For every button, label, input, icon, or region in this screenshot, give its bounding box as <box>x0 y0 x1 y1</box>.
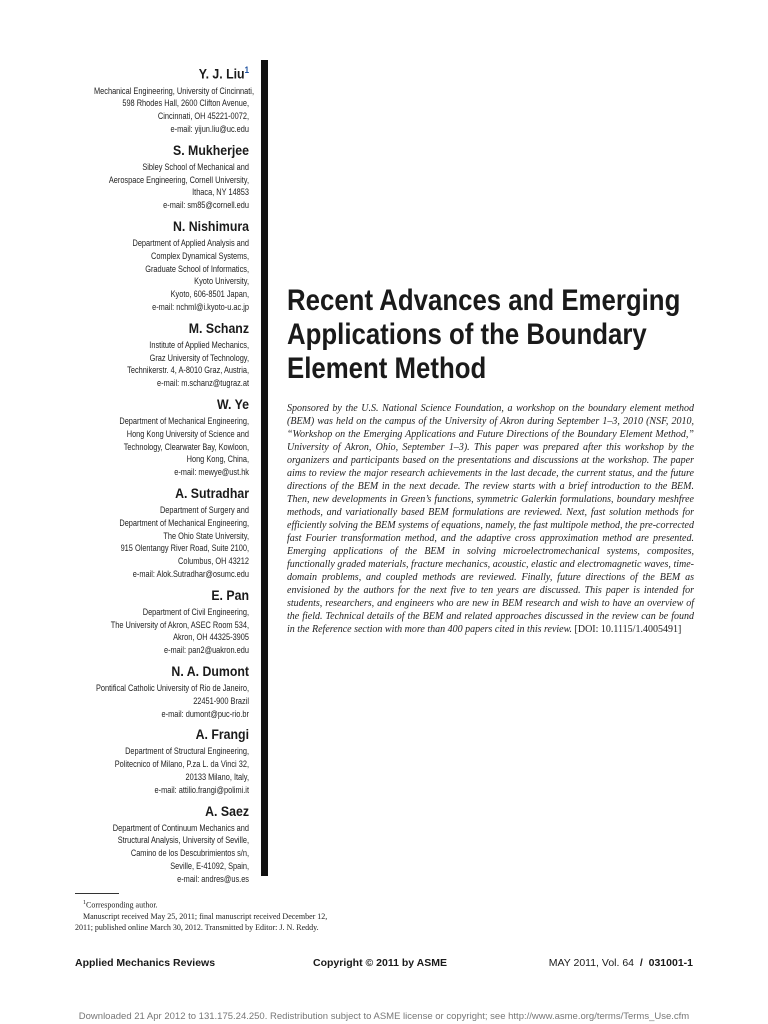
affiliation-line: Kyoto, 606-8501 Japan, <box>170 289 249 300</box>
doi[interactable]: [DOI: 10.1115/1.4005491] <box>574 624 682 635</box>
footnote-rule <box>75 893 119 894</box>
affiliation-line: Camino de los Descubrimientos s/n, <box>130 848 249 859</box>
manuscript-dates: Manuscript received May 25, 2011; final manuscript received December 12, <box>83 911 328 921</box>
affiliation-line: Technology, Clearwater Bay, Kowloon, <box>123 441 249 452</box>
author-name <box>83 587 249 604</box>
footnote-manuscript-line <box>75 911 405 922</box>
footnote <box>75 898 405 933</box>
author-block <box>60 485 249 581</box>
author-email[interactable]: e-mail: mewye@ust.hk <box>174 467 249 478</box>
author-block <box>60 396 249 479</box>
affiliation-line: Complex Dynamical Systems, <box>150 250 249 261</box>
author-name <box>83 142 249 159</box>
author-email[interactable]: e-mail: m.schanz@tugraz.at <box>157 378 249 389</box>
affiliation-line: Politecnico of Milano, P.za L. da Vinci 32, <box>114 759 250 770</box>
author-name-text: W. Ye <box>217 396 249 412</box>
affiliation-line: Ithaca, NY 14853 <box>192 187 249 198</box>
author-email[interactable]: e-mail: yijun.liu@uc.edu <box>170 124 249 135</box>
author-block <box>60 142 249 212</box>
author-email[interactable]: e-mail: sm85@cornell.edu <box>163 200 249 211</box>
affiliation-line: Mechanical Engineering, University of Cincinnati, <box>94 85 255 96</box>
author-name <box>83 396 249 413</box>
author-email[interactable]: e-mail: Alok.Sutradhar@osumc.edu <box>132 568 249 579</box>
affiliation-line: 598 Rhodes Hall, 2600 Clifton Avenue, <box>122 98 249 109</box>
author-name-text: N. Nishimura <box>173 218 249 235</box>
affiliation-line: 915 Olentangy River Road, Suite 2100, <box>120 543 249 554</box>
abstract-text: Sponsored by the U.S. National Science Foundation, a workshop on the boundary element method (BEM) was held on the campus of the University of Akron during September 1–3, 2010 (NSF, 2010, “Workshop on the Emerging Applications and Future Directions of the Boundary Element Method,” University of Akron, Ohio, September 1–3). This paper was prepared after this workshop by the organizers and participants based on the presentations and discussions at the workshop. The paper aims to review the major research achievements in the last decade, the current status, and the future directions of the BEM in the next decade. The review starts with a brief introduction to the BEM. Then, new developments in Green’s functions, symmetric Galerkin formulations, boundary meshfree methods, and variationally based BEM formulations are reviewed. Next, fast solution methods for efficiently solving the BEM systems of equations, namely, the fast multipole method, the pre-corrected fast Fourier transformation method, and the adaptive cross approximation method are presented. Emerging applications of the BEM in solving microelectromechanical systems, composites, functionally graded materials, fracture mechanics, acoustic, elastic and electromagnetic waves, time-domain problems, and coupled methods are reviewed. Finally, future directions of the BEM as envisioned by the authors for the next five to ten years are discussed. This paper is intended for students, researchers, and engineers who are new in BEM research and wish to have an overview of the field. Technical details of the BEM and related approaches discussed in the review can be found in the Reference section with more than 400 papers cited in this review. <box>287 403 694 635</box>
affiliation-line: Akron, OH 44325-3905 <box>173 632 249 643</box>
abstract <box>287 402 694 636</box>
author-name <box>83 803 249 820</box>
author-name <box>83 663 249 680</box>
affiliation-line: 20133 Milano, Italy, <box>185 771 249 782</box>
affiliation-line: 22451-900 Brazil <box>193 695 249 706</box>
author-name <box>83 62 249 83</box>
author-email[interactable]: e-mail: attilio.frangi@polimi.it <box>154 784 249 795</box>
download-notice: Downloaded 21 Apr 2012 to 131.175.24.250. Redistribution subject to ASME license or copyright; see http://www.asme.org/terms/Terms_Use.cfm <box>78 1011 690 1022</box>
affiliation-line: Hong Kong, China, <box>186 454 249 465</box>
affiliation-line: Graz University of Technology, <box>149 352 249 363</box>
affiliation-line: Columbus, OH 43212 <box>178 556 249 567</box>
author-name-text: A. Frangi <box>195 726 249 743</box>
author-name <box>83 485 249 502</box>
affiliation-line: Department of Surgery and <box>159 504 249 515</box>
affiliation-line: Department of Applied Analysis and <box>132 238 249 249</box>
affiliation-line: Department of Continuum Mechanics and <box>112 822 249 833</box>
affiliation-line: Department of Mechanical Engineering, <box>119 416 249 426</box>
issue-separator: / <box>639 957 643 969</box>
affiliation-line: Graduate School of Informatics, <box>145 263 249 274</box>
page-footer <box>75 957 693 971</box>
affiliation-line: Department of Civil Engineering, <box>142 606 249 617</box>
author-list <box>60 62 255 892</box>
author-block <box>60 320 249 390</box>
copyright-notice: Copyright © 2011 by ASME <box>313 957 447 969</box>
author-name-text: S. Mukherjee <box>172 141 249 158</box>
article-number: 031001-1 <box>648 957 693 969</box>
affiliation-line: The Ohio State University, <box>163 530 249 541</box>
author-block <box>60 663 249 720</box>
author-block <box>60 587 249 657</box>
affiliation-line: Aerospace Engineering, Cornell University, <box>108 174 249 185</box>
author-block <box>60 62 255 136</box>
author-name-text: A. Sutradhar <box>175 484 249 501</box>
author-name <box>83 320 249 337</box>
affiliation-line: Department of Structural Engineering, <box>125 746 249 757</box>
author-email[interactable]: e-mail: nchml@i.kyoto-u.ac.jp <box>152 302 249 313</box>
affiliation-line: Institute of Applied Mechanics, <box>149 339 249 350</box>
affiliation-line: Technikerstr. 4, A-8010 Graz, Austria, <box>127 365 249 376</box>
title-line: Element Method <box>287 352 487 385</box>
footnote-corresponding <box>75 898 405 911</box>
footnote-manuscript-line: 2011; published online March 30, 2012. Transmitted by Editor: J. N. Reddy. <box>75 922 319 932</box>
affiliation-line: Seville, E-41092, Spain, <box>170 860 249 871</box>
title-line: Recent Advances and Emerging <box>287 284 681 317</box>
author-email[interactable]: e-mail: pan2@uakron.edu <box>163 645 249 656</box>
vertical-divider-bar <box>261 60 268 876</box>
affiliation-line: Pontifical Catholic University of Rio de Janeiro, <box>95 682 249 693</box>
author-name <box>83 218 249 235</box>
author-name-text: M. Schanz <box>188 319 249 336</box>
author-name-text: Y. J. Liu <box>198 65 245 82</box>
author-name <box>83 726 249 743</box>
affiliation-line: The University of Akron, ASEC Room 534, <box>110 619 249 630</box>
issue-info <box>549 957 693 969</box>
author-name-text: A. Saez <box>205 802 249 819</box>
affiliation-line: Hong Kong University of Science and <box>126 428 249 439</box>
author-block <box>60 726 249 796</box>
affiliation-line: Cincinnati, OH 45221-0072, <box>157 111 249 122</box>
footnote-marker[interactable]: 1 <box>244 65 249 75</box>
author-name-text: E. Pan <box>211 586 249 603</box>
affiliation-line: Sibley School of Mechanical and <box>142 161 249 172</box>
footnote-corresponding-text: Corresponding author. <box>86 900 158 910</box>
author-email[interactable]: e-mail: andres@us.es <box>177 873 249 884</box>
author-block <box>60 803 249 886</box>
title-line: Applications of the Boundary <box>287 318 647 351</box>
paper-title <box>287 284 747 386</box>
author-block <box>60 218 249 314</box>
issue-volume: MAY 2011, Vol. 64 <box>548 957 635 969</box>
journal-name: Applied Mechanics Reviews <box>75 957 216 969</box>
footnote-marker: 1 <box>83 900 86 906</box>
affiliation-line: Kyoto University, <box>194 276 249 287</box>
author-name-text: N. A. Dumont <box>171 662 249 679</box>
affiliation-line: Department of Mechanical Engineering, <box>119 517 249 528</box>
author-email[interactable]: e-mail: dumont@puc-rio.br <box>161 708 249 719</box>
affiliation-line: Structural Analysis, University of Seville, <box>117 835 250 846</box>
